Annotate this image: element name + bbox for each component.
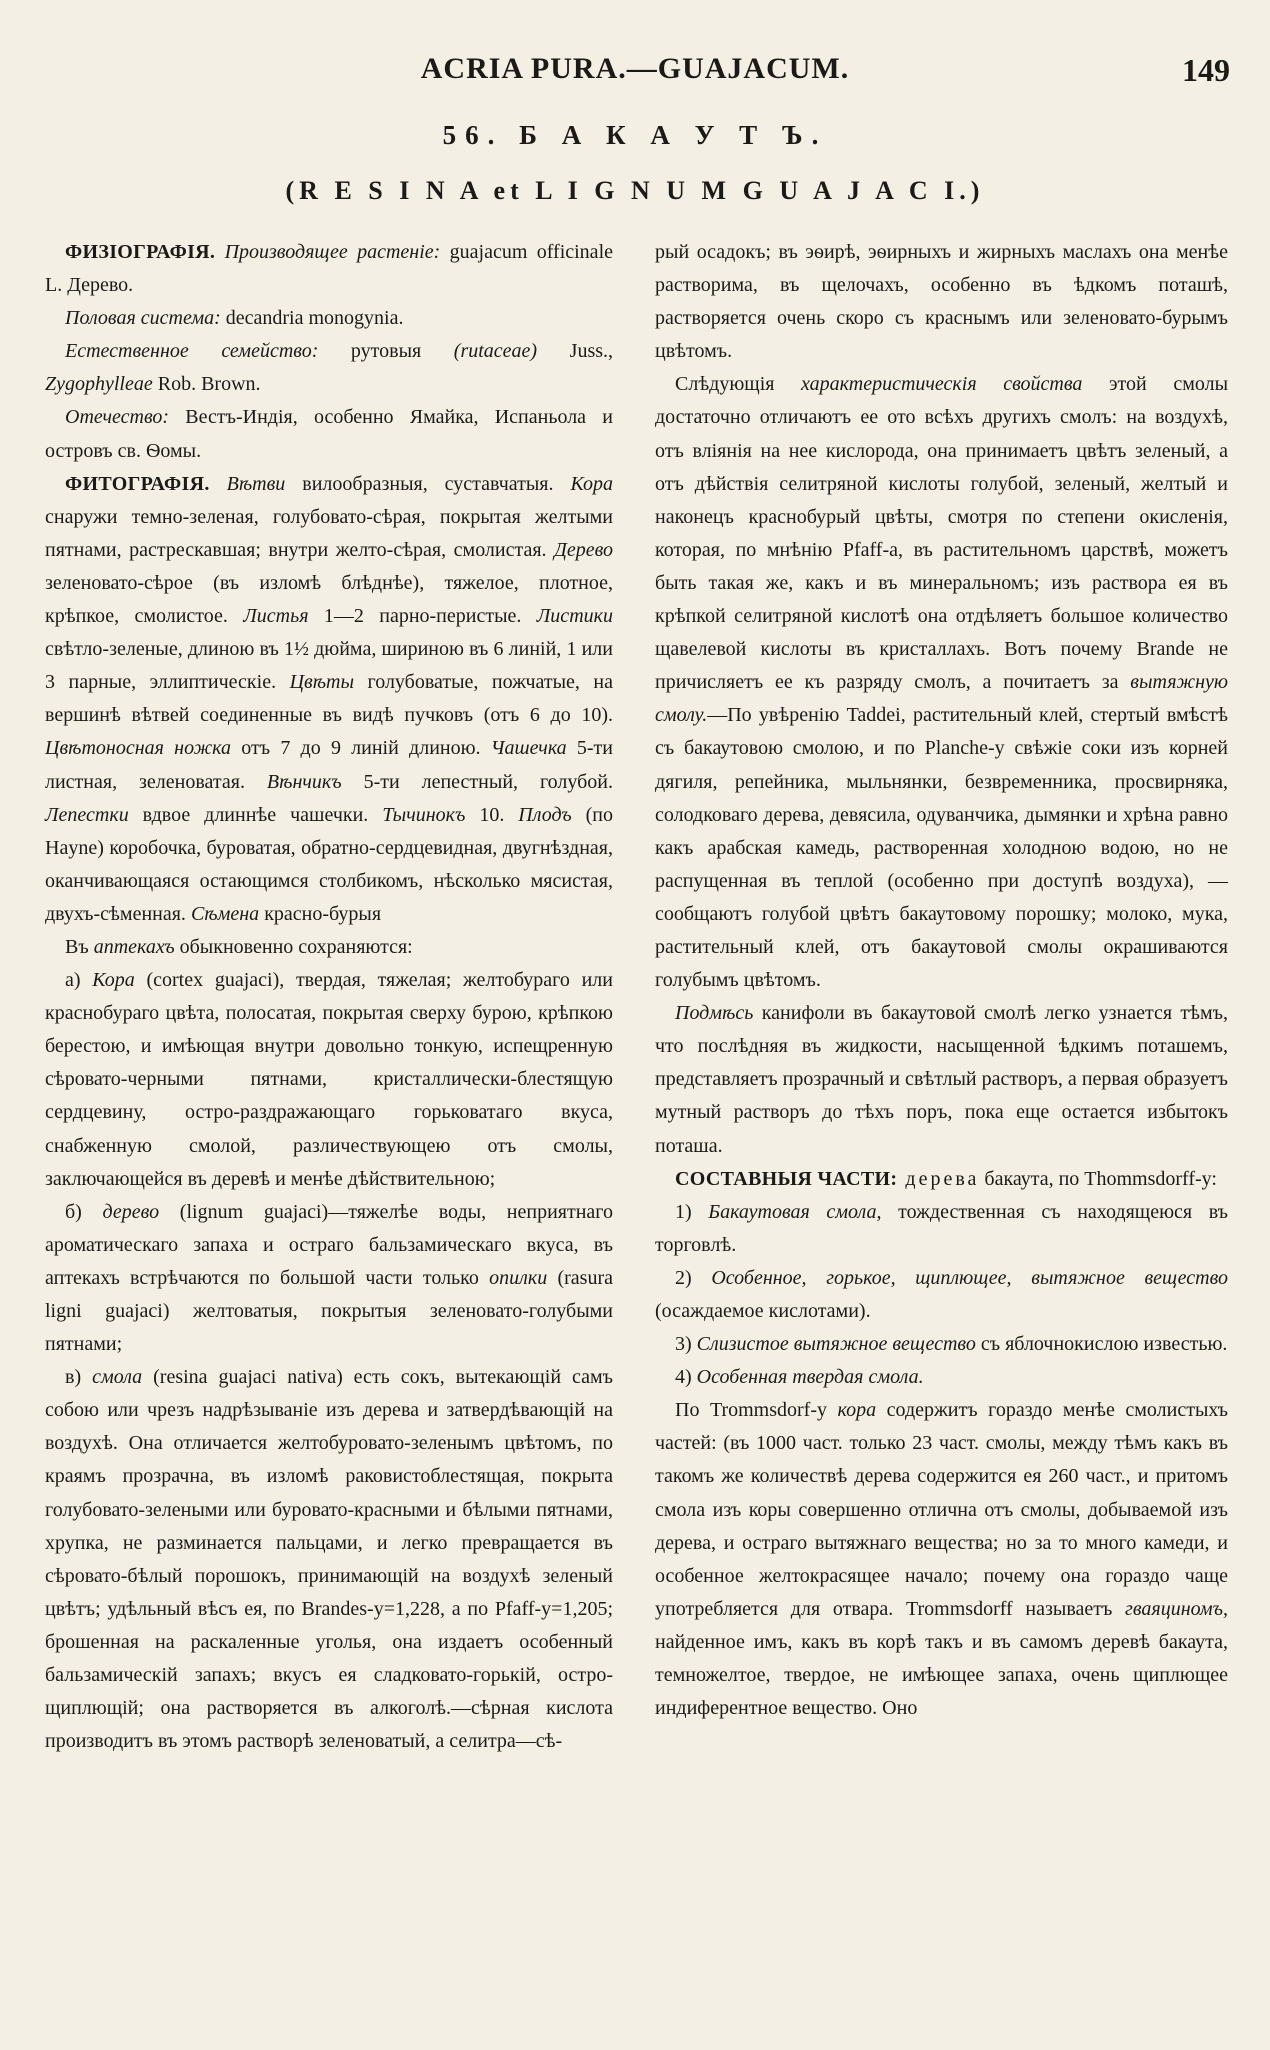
left-column [45,236,613,1758]
list-item-3: 3) Слизистое вытяжное вещество съ яблочнокислою известью. [675,1333,1228,1356]
running-title: ACRIA PURA.—GUAJACUM. [420,52,850,85]
paragraph-physiography: ФИЗІОГРАФІЯ. Производящее растеніе: guajacum officinale L. Дерево. [45,241,613,297]
paragraph-natural-family: Естественное семейство: рутовыя (rutaceae) Juss., Zygophylleae Rob. Brown. [45,340,614,396]
paragraph-wood: б) дерево (lignum guajaci)—тяжелѣе воды, неприятнаго ароматическаго запаха и остраго бальзамическаго вкуса, въ аптекахъ встрѣчаются по большой части только опилки (rasura ligni guajaci) желтоватыя, покрытыя зеленовато-голубыми пятнами; [45,1200,613,1356]
paragraph-characteristics: Слѣдующія характеристическія свойства этой смолы достаточно отличаютъ ее ото всѣхъ другихъ смолъ: на воздухѣ, отъ вліянія на нее кислорода, она принимаетъ цвѣтъ зеленый, а отъ дѣйствія селитряной кислоты голубой, зеленый, желтый и наконецъ краснобурый цвѣты, смотря по степени окисленія, которая, по мнѣнію Pfaff-а, въ растительномъ царствѣ, можетъ быть такая же, какъ и въ минеральномъ; изъ раствора ея въ крѣпкой селитряной кислотѣ она отдѣляетъ большое количество щавелевой кислоты въ кристаллахъ. Вотъ почему Brande не причисляетъ ее къ разряду смолъ, а почитаетъ за вытяжную смолу.—По увѣренію Taddei, растительный клей, стертый вмѣстѣ съ бакаутовою смолою, и по Planche-у свѣжіе соки изъ корней дягиля, репейника, мыльнянки, безвременника, просвирняка, солодковаго дерева, девясила, одуванчика, дымянки и хрѣна равно какъ арабская камедь, растворенная холодною водою, но не распущенная въ теплой (особенно при доступѣ воздуха), — сообщаютъ голубой цвѣтъ бакаутовому порошку; молоко, мука, растительный клей, отъ бакаутовой смолы окрашиваются голубымъ цвѣтомъ. [655,373,1229,992]
paragraph-resin: в) смола (resina guajaci nativa) есть сокъ, вытекающій самъ собою или чрезъ надрѣзываніе изъ дерева и затвердѣвающій на воздухѣ. Она отличается желтобуровато-зеленымъ цвѣтомъ, по краямъ прозрачна, въ изломѣ раковистоблестящая, покрыта голубовато-зелеными или буровато-красными и бѣлыми пятнами, хрупка, не разминается пальцами, и легко превращается въ сѣровато-бѣлый порошокъ, принимающій на воздухѣ зеленый цвѣтъ; удѣльный вѣсъ ея, по Brandes-у=1,228, а по Pfaff-у=1,205; брошенная на раскаленные уголья, она издаетъ особенный бальзамическій запахъ; вкусъ ея сладковато-горькій, остро-щиплющій; она растворяется въ алкоголѣ.—сѣрная кислота производитъ въ этомъ растворѣ зеленоватый, а селитра—сѣ- [45,1366,613,1753]
paragraph-constituents: СОСТАВНЫЯ ЧАСТИ: дерева бакаута, по Thommsdorff-у: [675,1167,1217,1190]
paragraph-adulteration: Подмѣсь канифоли въ бакаутовой смолѣ легко узнается тѣмъ, что послѣдняя въ жидкости, насыщенной ѣдкимъ поташемъ, представляетъ прозрачный и свѣтлый растворъ, а первая образуетъ мутный растворъ до тѣхъ поръ, пока еще остается избытокъ поташа. [655,1002,1228,1157]
list-item-4: 4) Особенная твердая смола. [675,1366,924,1389]
paragraph-bark: а) Кора (cortex guajaci), твердая, тяжелая; желтобураго или краснобураго цвѣта, полосатая, покрытая сверху бурою, крѣпкою берестою, и имѣющая внутри довольно тонкую, испещренную сѣровато-черными пятнами, кристаллически-блестящую сердцевину, остро-раздражающаго горьковатаго вкуса, снабженную смолой, различествующею отъ смолы, заключающейся въ деревѣ и менѣе дѣйствительною; [45,969,613,1190]
paragraph-phytography: ФИТОГРАФІЯ. Вѣтви вилообразныя, суставчатыя. Кора снаружи темно-зеленая, голубовато-сѣрая, покрытая желтыми пятнами, растрескавшая; внутри желто-сѣрая, смолистая. Дерево зеленовато-сѣрое (въ изломѣ блѣднѣе), тяжелое, плотное, крѣпкое, смолистое. Листья 1—2 парно-перистые. Листики свѣтло-зеленые, длиною въ 1½ дюйма, шириною въ 6 линій, 1 или 3 парные, эллиптическіе. Цвѣты голубоватые, пожчатые, на вершинѣ вѣтвей соединенные въ видѣ пучковъ (отъ 6 до 10). Цвѣтоносная ножка отъ 7 до 9 линій длиною. Чашечка 5-ти листная, зеленоватая. Вѣнчикъ 5-ти лепестный, голубой. Лепестки вдвое длиннѣе чашечки. Тычинокъ 10. Плодъ (по Hayne) коробочка, буроватая, обратно-сердцевидная, двугнѣздная, оканчивающаяся остающимся столбикомъ, нѣсколько мясистая, двухъ-сѣменная. Сѣмена красно-бурыя [45,472,614,925]
paragraph-sexual-system: Половая система: decandria monogynia. [65,307,404,330]
paragraph-trommsdorff: По Trommsdorf-у кора содержитъ гораздо менѣе смолистыхъ частей: (въ 1000 част. только 23 част. смолы, между тѣмъ какъ въ такомъ же количествѣ дерева содержится ея 260 част., и притомъ смола изъ коры совершенно отлична отъ смолы, добываемой изъ дерева, и остраго вытяжнаго вещества; но за то много камеди, и особенное желтокрасящее начало; почему она гораздо чаще употребляется для отвара. Trommsdorff называетъ гваяциномъ, найденное имъ, какъ въ корѣ такъ и въ самомъ деревѣ бакаута, темножелтое, твердое, не имѣющее запаха, очень щиплющее индиферентное вещество. Оно [655,1399,1228,1720]
article-heading: 56. Б А К А У Т Ъ. [442,120,828,150]
running-header [40,52,1230,102]
list-item-2: 2) Особенное, горькое, щиплющее, вытяжное вещество (осаждаемое кислотами). [655,1266,1228,1322]
paragraph-pharmacies: Въ аптекахъ обыкновенно сохраняются: [65,935,413,958]
article-subheading: (R E S I N A et L I G N U M G U A J A C I.) [285,176,985,205]
paragraph-resin-continued: рый осадокъ; въ эѳирѣ, эѳирныхъ и жирныхъ маслахъ она менѣе растворима, въ щелочахъ, особенно въ ѣдкомъ поташѣ, растворяется очень скоро съ краснымъ или зеленовато-бурымъ цвѣтомъ. [655,241,1228,363]
page-number: 149 [1182,52,1230,88]
right-column [655,236,1228,1725]
list-item-1: 1) Бакаутовая смола, тождественная съ находящеюся въ торговлѣ. [655,1200,1228,1256]
paragraph-homeland: Отечество: Вестъ-Индія, особенно Ямайка, Испаньола и островъ св. Ѳомы. [45,406,613,462]
